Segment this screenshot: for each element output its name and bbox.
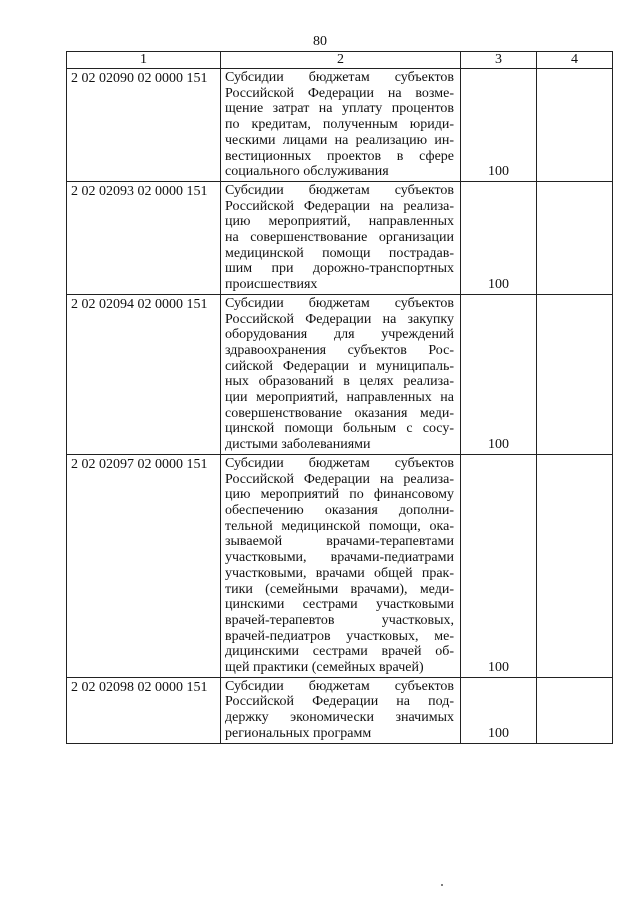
description-line: врачей-терапевтов участковых, (225, 612, 454, 628)
budget-code-cell: 2 02 02097 02 0000 151 (67, 454, 221, 677)
description-line: обеспечению оказания дополни- (225, 502, 454, 518)
table-row (67, 294, 613, 454)
description-line: тельной медицинской помощи, ока- (225, 518, 454, 534)
column-4-cell (537, 677, 613, 743)
table-row (67, 181, 613, 294)
table-row (67, 454, 613, 677)
description-line: ных образований в целях реализа- (225, 374, 454, 390)
column-header-2: 2 (221, 52, 461, 69)
description-cell (221, 294, 461, 454)
description-line: здравоохранения субъектов Рос- (225, 342, 454, 358)
description-line: вестиционных проектов в сфере (225, 148, 454, 164)
budget-code-cell: 2 02 02098 02 0000 151 (67, 677, 221, 743)
description-line: дистыми заболеваниями (225, 437, 371, 453)
description-line: ции мероприятий, направленных на (225, 390, 454, 406)
column-header-4: 4 (537, 52, 613, 69)
description-line: держку экономически значимых (225, 710, 454, 726)
description-line: сийской Федерации и муниципаль- (225, 358, 454, 374)
description-line: Российской Федерации на реализа- (225, 198, 454, 214)
column-4-cell (537, 294, 613, 454)
description-line: на совершенствование организации (225, 230, 454, 246)
description-line: Российской Федерации на возме- (225, 85, 454, 101)
value-cell: 100 (461, 181, 537, 294)
description-line: ческими лицами на реализацию ин- (225, 132, 454, 148)
description-line: оборудования для учреждений (225, 327, 454, 343)
description-line: дицинскими сестрами врачей об- (225, 644, 454, 660)
description-line: происшествиях (225, 277, 318, 293)
value-cell: 100 (461, 677, 537, 743)
description-line: по кредитам, полученным юриди- (225, 117, 454, 133)
description-line: Субсидии бюджетам субъектов (225, 455, 454, 471)
description-line: цию мероприятий по финансовому (225, 487, 454, 503)
description-line: Российской Федерации на закупку (225, 311, 454, 327)
value-cell: 100 (461, 294, 537, 454)
description-cell (221, 454, 461, 677)
description-cell (221, 677, 461, 743)
description-line: Субсидии бюджетам субъектов (225, 70, 454, 85)
value-cell: 100 (461, 454, 537, 677)
description-line: тики (семейными врачами), меди- (225, 581, 454, 597)
description-line: совершенствование оказания меди- (225, 405, 454, 421)
description-line: региональных программ (225, 725, 372, 741)
description-line: цию мероприятий, направленных (225, 214, 454, 230)
budget-code-cell: 2 02 02093 02 0000 151 (67, 181, 221, 294)
description-line: Субсидии бюджетам субъектов (225, 182, 454, 198)
description-line: Российской Федерации на реализа- (225, 471, 454, 487)
description-line: цинской помощи больным с сосу- (225, 421, 454, 437)
description-line: шим при дорожно-транспортных (225, 261, 454, 277)
column-header-3: 3 (461, 52, 537, 69)
budget-code-cell: 2 02 02094 02 0000 151 (67, 294, 221, 454)
description-line: Российской Федерации на под- (225, 694, 454, 710)
description-line: медицинской помощи пострадав- (225, 245, 454, 261)
table-header-row (67, 52, 613, 69)
column-4-cell (537, 69, 613, 182)
description-line: Субсидии бюджетам субъектов (225, 295, 454, 311)
description-line: врачей-педиатров участковых, ме- (225, 628, 454, 644)
scan-speck (441, 884, 443, 886)
column-4-cell (537, 454, 613, 677)
description-line: цинскими сестрами участковыми (225, 597, 454, 613)
description-line: щение затрат на уплату процентов (225, 101, 454, 117)
description-cell (221, 181, 461, 294)
description-line: щей практики (семейных врачей) (225, 660, 424, 676)
budget-table (66, 51, 613, 744)
column-header-1: 1 (67, 52, 221, 69)
description-line: зываемой врачами-терапевтами (225, 534, 454, 550)
description-line: Субсидии бюджетам субъектов (225, 678, 454, 694)
budget-code-cell: 2 02 02090 02 0000 151 (67, 69, 221, 182)
description-line: социального обслуживания (225, 164, 389, 180)
column-4-cell (537, 181, 613, 294)
description-line: участковыми, врачами общей прак- (225, 565, 454, 581)
table-row (67, 69, 613, 182)
description-cell (221, 69, 461, 182)
value-cell: 100 (461, 69, 537, 182)
table-body (67, 69, 613, 744)
description-line: участковыми, врачами-педиатрами (225, 550, 454, 566)
page-number: 80 (313, 34, 327, 49)
table-row (67, 677, 613, 743)
